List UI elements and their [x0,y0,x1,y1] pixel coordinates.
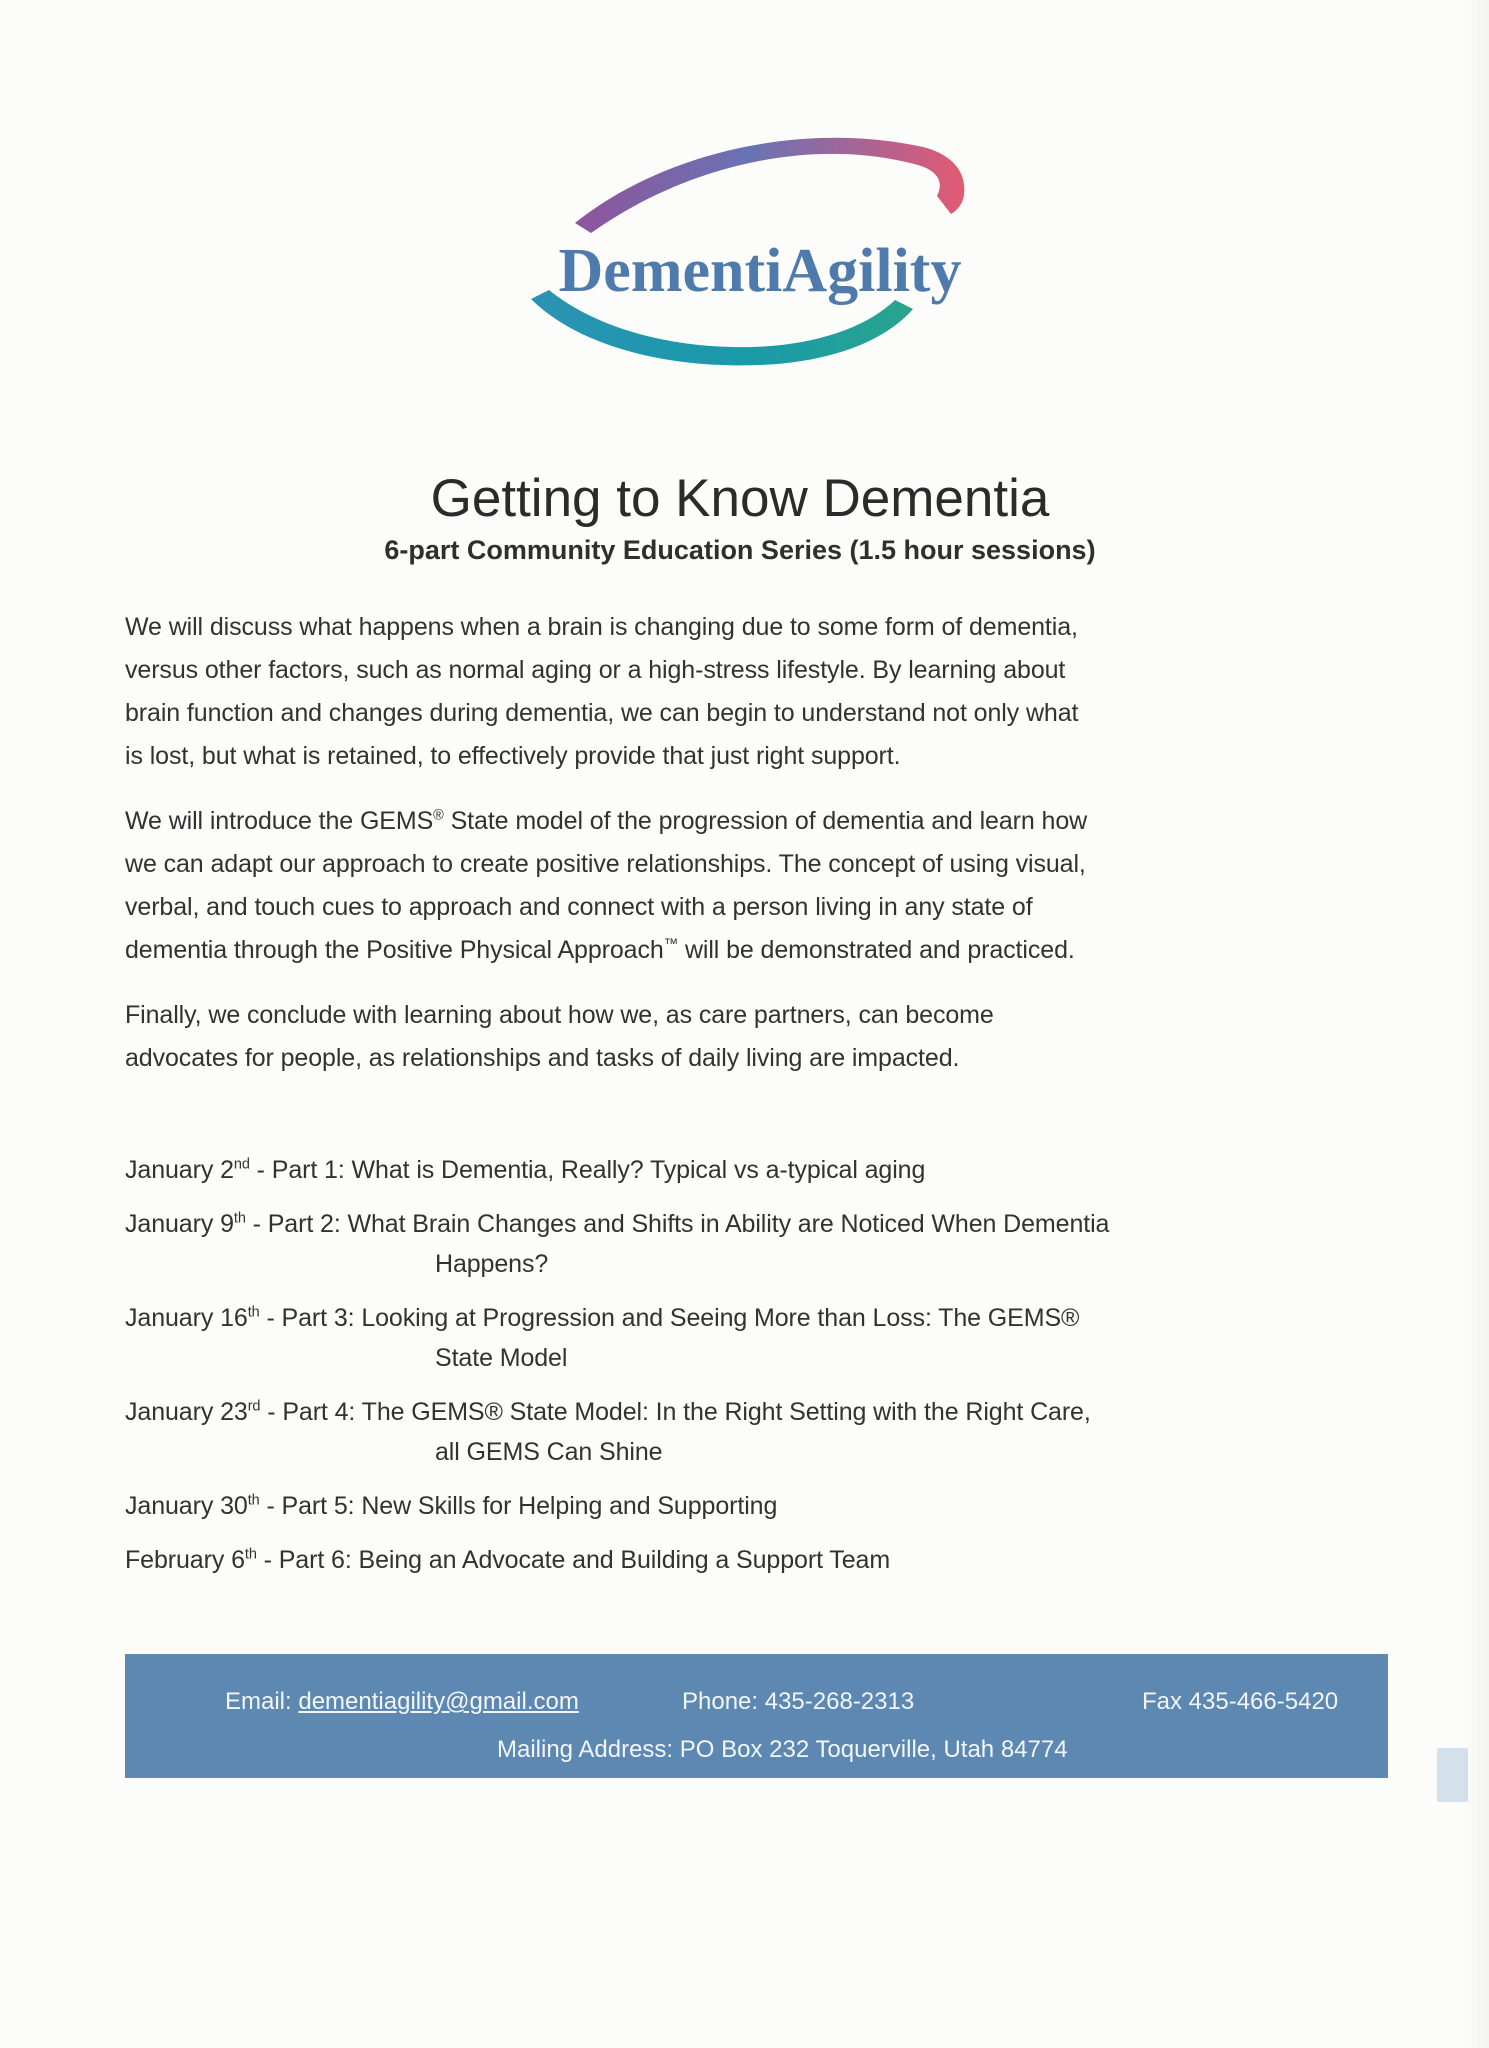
schedule-item [125,1150,1365,1190]
schedule-item [125,1204,1365,1284]
registered-mark: ® [433,807,444,824]
document-header [125,468,1355,568]
logo-text: DementiAgility [558,237,962,305]
schedule-item [125,1486,1365,1526]
session-date: January 2 [125,1156,234,1184]
trademark-mark: ™ [663,936,679,953]
paragraph-line: advocates for people, as relationships and tasks of daily living are impacted. [125,1044,960,1072]
session-date: January 16 [125,1304,248,1332]
date-ordinal: th [247,1492,260,1509]
session-title-wrap: Happens? [435,1250,549,1278]
paragraph-text: State model of the progression of dementia and learn how [443,807,1088,835]
page-subtitle: 6-part Community Education Series (1.5 hour sessions) [384,535,1096,565]
session-title: - Part 4: The GEMS® State Model: In the Right Setting with the Right Care, [260,1398,1091,1426]
session-date: January 23 [125,1398,248,1426]
paragraph-line: Finally, we conclude with learning about how we, as care partners, can become [125,1001,994,1029]
phone-number: Phone: 435-268-2313 [682,1688,915,1715]
paragraph-text: We will introduce the GEMS [125,807,434,835]
date-ordinal: nd [233,1156,250,1173]
schedule-item [125,1540,1365,1580]
paragraph-line: We will discuss what happens when a brain is changing due to some form of dementia, [125,613,1078,641]
session-date: January 9 [125,1210,234,1238]
paragraph-text: will be demonstrated and practiced. [678,936,1075,964]
paragraph-line [125,800,1325,843]
paragraph-line: verbal, and touch cues to approach and connect with a person living in any state of [125,893,1033,921]
fax-number: Fax 435-466-5420 [1142,1688,1339,1715]
page-title: Getting to Know Dementia [430,469,1050,528]
session-title: - Part 5: New Skills for Helping and Supporting [259,1492,778,1520]
email-label: Email: [225,1688,299,1715]
dementiagility-logo [515,85,1005,385]
logo-swoosh-top-icon [575,138,964,233]
paragraph-line: versus other factors, such as normal aging or a high-stress lifestyle. By learning about [125,656,1066,684]
session-title: - Part 6: Being an Advocate and Building a Support Team [256,1546,891,1574]
email-link[interactable]: dementiagility@gmail.com [298,1688,579,1715]
session-date: February 6 [125,1546,245,1574]
scan-notch-artifact [1437,1748,1468,1802]
paragraph-text: dementia through the Positive Physical Approach [125,936,664,964]
closing-paragraph [125,994,1325,1080]
scan-edge-artifact [1461,0,1489,2048]
intro-paragraph [125,606,1325,778]
date-ordinal: th [247,1304,260,1321]
gems-paragraph [125,800,1325,972]
session-schedule-list [125,1150,1365,1594]
paragraph-line: brain function and changes during dementia, we can begin to understand not only what [125,699,1079,727]
session-title-wrap: all GEMS Can Shine [435,1438,663,1466]
session-title: - Part 2: What Brain Changes and Shifts in Ability are Noticed When Dementia [245,1210,1110,1238]
logo-graphic [515,85,1005,385]
paragraph-line: is lost, but what is retained, to effectively provide that just right support. [125,742,901,770]
mailing-address: Mailing Address: PO Box 232 Toquerville, Utah 84774 [497,1736,1068,1763]
paragraph-line [125,929,1325,972]
contact-footer-band [125,1654,1388,1778]
date-ordinal: th [244,1546,257,1563]
schedule-item [125,1298,1365,1378]
session-title: - Part 3: Looking at Progression and Seeing More than Loss: The GEMS® [259,1304,1080,1332]
paragraph-line: we can adapt our approach to create positive relationships. The concept of using visual, [125,850,1086,878]
schedule-item [125,1392,1365,1472]
email-row [225,1688,579,1716]
session-title: - Part 1: What is Dementia, Really? Typical vs a-typical aging [249,1156,926,1184]
date-ordinal: rd [247,1398,261,1415]
date-ordinal: th [233,1210,246,1227]
session-date: January 30 [125,1492,248,1520]
session-title-wrap: State Model [435,1344,568,1372]
